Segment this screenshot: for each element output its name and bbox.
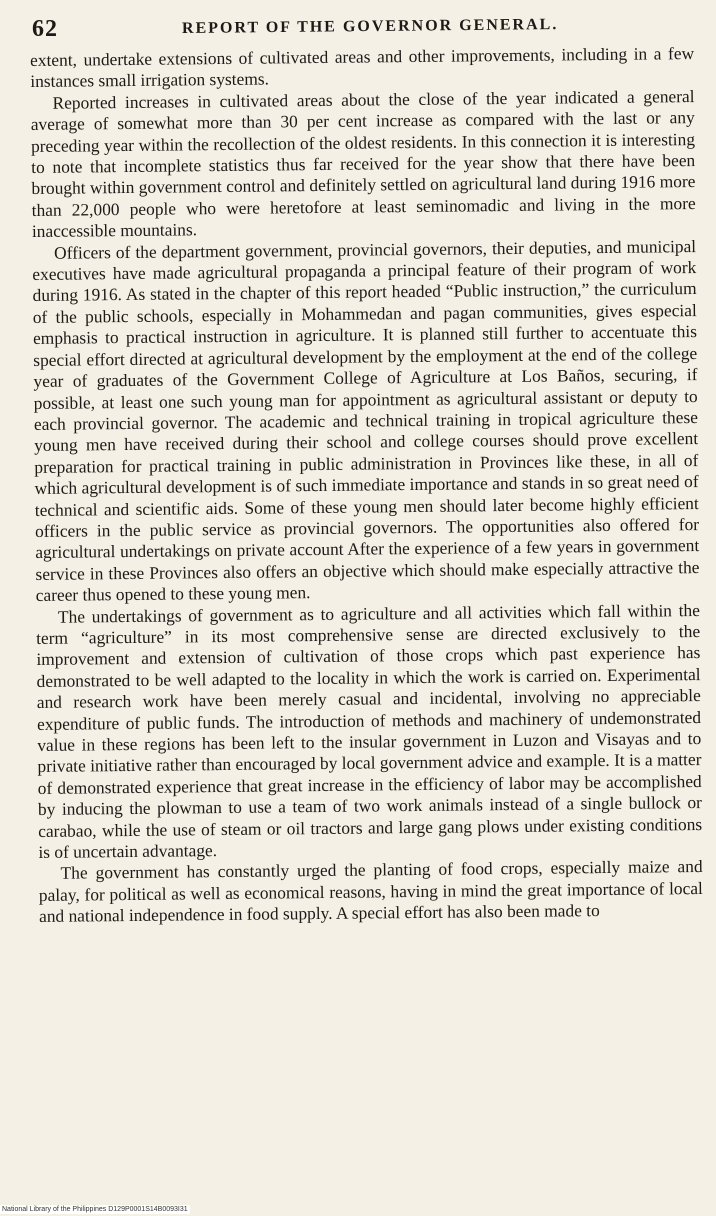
paragraph: Reported increases in cultivated areas about the close of the year indicated a general average of somewhat more than 30 per cent increase as compared with the last or any preceding year within the recollection of the oldest residents. In this connection it is interesting to note that incomplete statistics thus far received for the year show that there have been brought within government control and definitely settled on agricultural land during 1916 more than 22,000 people who were heretofore at least seminomadic and living in the more inaccessible mountains.	[30, 85, 696, 242]
paragraph: Officers of the department government, provincial governors, their deputies, and municipal executives have made agricultural propaganda a principal feature of their program of work during 1916. As stated in the chapter of this report headed “Public instruction,” the curriculum of the public schools, especially in Mohammedan and pagan communities, gives especial emphasis to practical instruction in agriculture. It is planned still further to accentuate this special effort directed at agricultural development by the employment at the end of the college year of graduates of the Government College of Agriculture at Los Baños, securing, if possible, at least one such young man for appointment as agricultural assistant or deputy to each provincial governor. The academic and technical training in tropical agriculture these young men have received during their school and college courses should prove excellent preparation for practical training in public administration in Provinces like these, in all of which agricultural development is of such immediate importance and stands in so great need of technical and scientific aids. Some of these young men should later become highly efficient officers in the public service as provincial governors. The opportunities also offered for agricultural undertakings on private account After the experience of a few years in government service in these Provinces also offers an objective which should make especially attractive the career thus opened to these young men.	[32, 235, 700, 606]
archive-credit: National Library of the Philippines D129P0001S14B0093I31	[2, 1206, 188, 1213]
running-head: REPORT OF THE GOVERNOR GENERAL.	[181, 16, 559, 37]
page-header	[32, 10, 694, 44]
body-text	[30, 43, 706, 1198]
paragraph: The government has constantly urged the planting of food crops, especially maize and palay, for political as well as economical reasons, having in mind the great importance of local and national independence in food supply. A special effort has also been made to	[38, 856, 703, 927]
page-number: 62	[32, 16, 58, 42]
paragraph: The undertakings of government as to agriculture and all activities which fall within the term “agriculture” in its most comprehensive sense are directed exclusively to the improvement and extension of cultivation of those crops which past experience has demonstrated to be well adapted to the locality in which the work is carried on. Experimental and research work have been merely casual and incidental, involving no appreciable expenditure of public funds. The introduction of methods and machinery of undemonstrated value in these regions has been left to the insular government in Luzon and Visayas and to private initiative rather than encouraged by local government advice and example. It is a matter of demonstrated experience that great increase in the efficiency of labor may be accomplished by inducing the plowman to use a team of two work animals instead of a single bullock or carabao, while the use of steam or oil tractors and large gang plows under existing conditions is of uncertain advantage.	[36, 599, 703, 862]
paragraph: extent, undertake extensions of cultivated areas and other improvements, including in a few instances small irrigation systems.	[30, 43, 695, 92]
